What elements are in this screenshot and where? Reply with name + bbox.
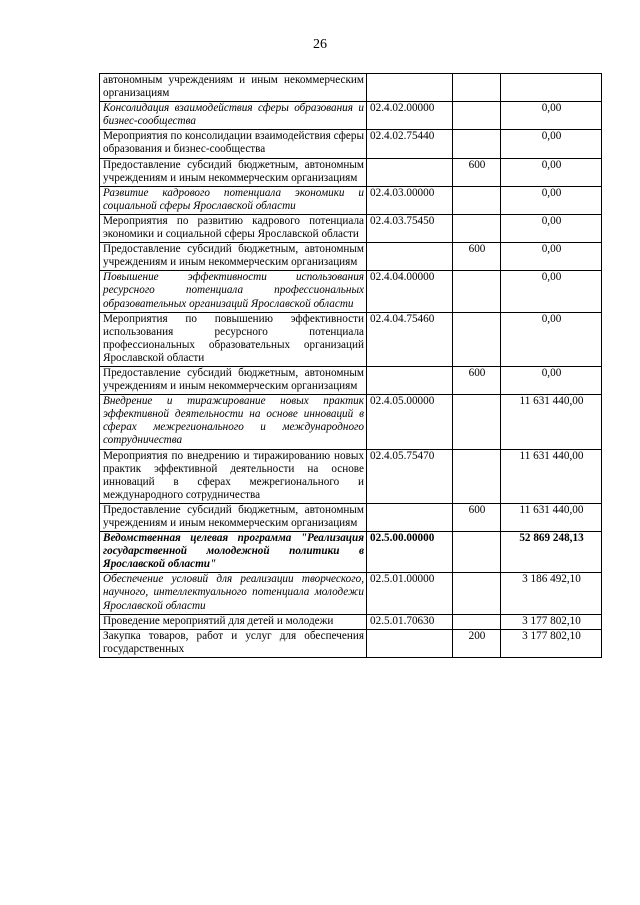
row-code-cell bbox=[367, 158, 453, 186]
table-row bbox=[100, 271, 602, 312]
row-name-cell: Закупка товаров, работ и услуг для обеспечения государственных bbox=[100, 629, 367, 657]
row-sum-cell: 0,00 bbox=[501, 102, 602, 130]
row-code-cell: 02.4.04.75460 bbox=[367, 312, 453, 366]
row-sum-cell: 0,00 bbox=[501, 214, 602, 242]
row-expense-type-cell bbox=[453, 532, 501, 573]
row-sum-cell bbox=[501, 74, 602, 102]
table-row bbox=[100, 186, 602, 214]
row-expense-type-cell: 200 bbox=[453, 629, 501, 657]
row-expense-type-cell bbox=[453, 130, 501, 158]
row-expense-type-cell: 600 bbox=[453, 503, 501, 531]
row-name-cell: Предоставление субсидий бюджетным, автономным учреждениям и иным некоммерческим организациям bbox=[100, 503, 367, 531]
row-sum-cell: 11 631 440,00 bbox=[501, 395, 602, 449]
row-expense-type-cell bbox=[453, 74, 501, 102]
table-row bbox=[100, 395, 602, 449]
row-expense-type-cell bbox=[453, 186, 501, 214]
row-expense-type-cell: 600 bbox=[453, 366, 501, 394]
row-name-cell: Консолидация взаимодействия сферы образования и бизнес-сообщества bbox=[100, 102, 367, 130]
row-code-cell: 02.4.02.75440 bbox=[367, 130, 453, 158]
row-sum-cell: 0,00 bbox=[501, 243, 602, 271]
row-expense-type-cell bbox=[453, 271, 501, 312]
row-sum-cell: 0,00 bbox=[501, 271, 602, 312]
row-sum-cell: 0,00 bbox=[501, 312, 602, 366]
table-row bbox=[100, 573, 602, 614]
row-name-cell: Развитие кадрового потенциала экономики и социальной сферы Ярославской области bbox=[100, 186, 367, 214]
budget-table-body bbox=[100, 74, 602, 658]
row-code-cell: 02.4.04.00000 bbox=[367, 271, 453, 312]
row-code-cell: 02.4.05.75470 bbox=[367, 449, 453, 503]
table-row bbox=[100, 102, 602, 130]
table-row bbox=[100, 532, 602, 573]
row-name-cell: Мероприятия по внедрению и тиражированию новых практик эффективной деятельности на основе инноваций в сферах межрегионального и международного сотрудничества bbox=[100, 449, 367, 503]
table-row bbox=[100, 629, 602, 657]
row-name-cell: Мероприятия по развитию кадрового потенциала экономики и социальной сферы Ярославской области bbox=[100, 214, 367, 242]
row-code-cell: 02.5.00.00000 bbox=[367, 532, 453, 573]
row-sum-cell: 0,00 bbox=[501, 186, 602, 214]
row-name-cell: Мероприятия по консолидации взаимодействия сферы образования и бизнес-сообщества bbox=[100, 130, 367, 158]
table-row bbox=[100, 214, 602, 242]
row-name-cell: Повышение эффективности использования ресурсного потенциала профессиональных образовательных организаций Ярославской области bbox=[100, 271, 367, 312]
row-code-cell bbox=[367, 243, 453, 271]
table-row bbox=[100, 503, 602, 531]
row-sum-cell: 0,00 bbox=[501, 130, 602, 158]
row-expense-type-cell bbox=[453, 614, 501, 629]
row-sum-cell: 0,00 bbox=[501, 366, 602, 394]
table-row bbox=[100, 366, 602, 394]
table-row bbox=[100, 614, 602, 629]
table-row bbox=[100, 312, 602, 366]
row-expense-type-cell bbox=[453, 449, 501, 503]
row-code-cell: 02.4.03.00000 bbox=[367, 186, 453, 214]
row-code-cell bbox=[367, 74, 453, 102]
row-expense-type-cell: 600 bbox=[453, 243, 501, 271]
row-code-cell: 02.4.02.00000 bbox=[367, 102, 453, 130]
row-sum-cell: 52 869 248,13 bbox=[501, 532, 602, 573]
table-row bbox=[100, 243, 602, 271]
table-row bbox=[100, 449, 602, 503]
row-sum-cell: 3 177 802,10 bbox=[501, 614, 602, 629]
row-name-cell: автономным учреждениям и иным некоммерческим организациям bbox=[100, 74, 367, 102]
row-expense-type-cell bbox=[453, 214, 501, 242]
row-expense-type-cell bbox=[453, 102, 501, 130]
row-code-cell: 02.4.05.00000 bbox=[367, 395, 453, 449]
row-sum-cell: 0,00 bbox=[501, 158, 602, 186]
row-name-cell: Предоставление субсидий бюджетным, автономным учреждениям и иным некоммерческим организациям bbox=[100, 158, 367, 186]
row-expense-type-cell bbox=[453, 395, 501, 449]
row-code-cell bbox=[367, 629, 453, 657]
row-sum-cell: 3 186 492,10 bbox=[501, 573, 602, 614]
row-expense-type-cell: 600 bbox=[453, 158, 501, 186]
row-name-cell: Предоставление субсидий бюджетным, автономным учреждениям и иным некоммерческим организациям bbox=[100, 366, 367, 394]
row-name-cell: Ведомственная целевая программа "Реализация государственной молодежной политики в Ярославской области" bbox=[100, 532, 367, 573]
row-code-cell: 02.5.01.70630 bbox=[367, 614, 453, 629]
row-expense-type-cell bbox=[453, 312, 501, 366]
row-sum-cell: 11 631 440,00 bbox=[501, 503, 602, 531]
table-row bbox=[100, 158, 602, 186]
row-name-cell: Обеспечение условий для реализации творческого, научного, интеллектуального потенциала молодежи Ярославской области bbox=[100, 573, 367, 614]
row-name-cell: Проведение мероприятий для детей и молодежи bbox=[100, 614, 367, 629]
row-sum-cell: 3 177 802,10 bbox=[501, 629, 602, 657]
row-code-cell bbox=[367, 503, 453, 531]
table-row bbox=[100, 130, 602, 158]
row-name-cell: Предоставление субсидий бюджетным, автономным учреждениям и иным некоммерческим организациям bbox=[100, 243, 367, 271]
row-sum-cell: 11 631 440,00 bbox=[501, 449, 602, 503]
row-code-cell: 02.5.01.00000 bbox=[367, 573, 453, 614]
row-code-cell bbox=[367, 366, 453, 394]
row-code-cell: 02.4.03.75450 bbox=[367, 214, 453, 242]
row-name-cell: Внедрение и тиражирование новых практик эффективной деятельности на основе инноваций в сферах межрегионального и международного сотрудничества bbox=[100, 395, 367, 449]
table-row bbox=[100, 74, 602, 102]
row-expense-type-cell bbox=[453, 573, 501, 614]
row-name-cell: Мероприятия по повышению эффективности использования ресурсного потенциала профессиональных образовательных организаций Ярославской области bbox=[100, 312, 367, 366]
page-number: 26 bbox=[313, 37, 327, 52]
budget-table bbox=[99, 73, 602, 658]
